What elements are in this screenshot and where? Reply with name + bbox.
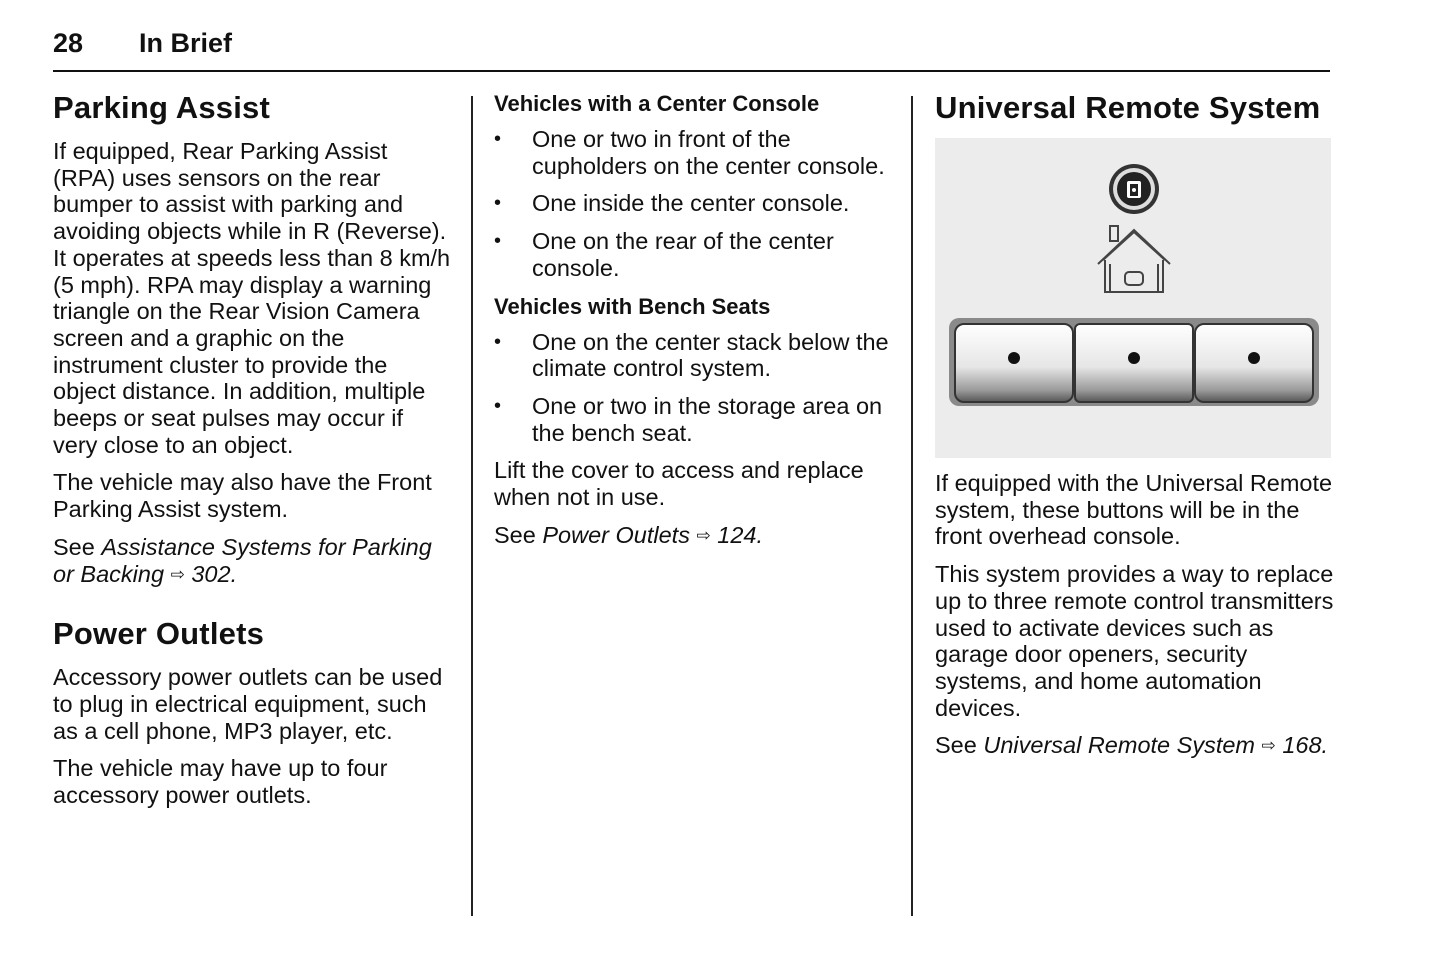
universal-remote-illustration	[935, 138, 1331, 458]
bullet-icon: •	[494, 330, 502, 353]
list-item: • One on the rear of the center console.	[494, 228, 834, 281]
column-divider-1	[471, 96, 473, 916]
power-outlets-reference: See Power Outlets ⇨ 124.	[494, 521, 764, 548]
universal-remote-reference: See Universal Remote System ⇨ 168.	[935, 732, 1329, 759]
list-item: • One or two in front of the cupholders on the center console.	[494, 126, 885, 179]
universal-remote-paragraph-1: If equipped with the Universal Remote system, these buttons will be in the front overhead console.	[935, 470, 1333, 550]
list-item: • One or two in the storage area on the bench seat.	[494, 392, 883, 446]
universal-remote-figure	[935, 138, 1331, 458]
power-outlets-reference-page[interactable]: 124	[717, 521, 757, 548]
parking-assist-paragraph-1: If equipped, Rear Parking Assist (RPA) uses sensors on the rear bumper to assist with parking and avoiding objects while in R (Reverse). It operates at speeds less than 8 km/h (5 mph). RPA may display a warning triangle on the Rear Vision Camera screen and a graphic on the instrument cluster to provide the object distance. In addition, multiple beeps or seat pulses may occur if very close to an object.	[53, 138, 451, 458]
parking-assist-paragraph-2: The vehicle may also have the Front Parking Assist system.	[53, 469, 432, 523]
parking-assist-heading: Parking Assist	[53, 90, 271, 125]
remote-button-1[interactable]	[955, 324, 1073, 402]
lift-cover-paragraph: Lift the cover to access and replace when not in use.	[494, 457, 864, 511]
section-title: In Brief	[139, 28, 233, 58]
bullet-icon: •	[494, 230, 502, 253]
indicator-light-icon	[1109, 164, 1159, 214]
universal-remote-heading: Universal Remote System	[935, 90, 1321, 125]
page-arrow-icon: ⇨	[1261, 736, 1276, 756]
column-right	[935, 90, 1335, 773]
bullet-icon: •	[494, 192, 502, 215]
column-middle	[494, 90, 894, 562]
remote-button-2[interactable]	[1075, 324, 1193, 402]
list-item: • One inside the center console.	[494, 190, 850, 217]
page-header	[53, 24, 1330, 72]
column-left	[53, 90, 453, 820]
center-console-list	[494, 126, 894, 282]
page-number: 28	[53, 28, 84, 58]
power-outlets-heading: Power Outlets	[53, 616, 265, 652]
header-rule	[53, 70, 1330, 72]
center-console-heading: Vehicles with a Center Console	[494, 91, 820, 116]
universal-remote-reference-link[interactable]: Universal Remote System	[983, 732, 1255, 759]
see-label: See	[53, 533, 95, 560]
see-label: See	[494, 521, 536, 548]
garage-home-icon	[1098, 226, 1170, 292]
list-item: • One on the center stack below the climate control system.	[494, 328, 889, 382]
parking-reference-link[interactable]: Assistance Systems for Parking or Backing	[53, 533, 432, 587]
page-arrow-icon: ⇨	[696, 525, 711, 545]
bullet-icon: •	[494, 394, 502, 417]
power-outlets-paragraph-2: The vehicle may have up to four accessory power outlets.	[53, 755, 388, 809]
power-outlets-paragraph-1: Accessory power outlets can be used to plug in electrical equipment, such as a cell phone, MP3 player, etc.	[53, 664, 443, 744]
bench-seats-heading: Vehicles with Bench Seats	[494, 293, 771, 319]
bullet-icon: •	[494, 128, 502, 150]
universal-remote-paragraph-2: This system provides a way to replace up to three remote control transmitters used to activate devices such as garage door openers, security systems, and home automation devices.	[935, 561, 1334, 721]
parking-assist-reference: See Assistance Systems for Parking or Backing ⇨ 302.	[53, 533, 432, 587]
column-divider-2	[911, 96, 913, 916]
bench-seats-list	[494, 329, 894, 447]
page-arrow-icon: ⇨	[170, 564, 185, 584]
power-outlets-reference-link[interactable]: Power Outlets	[542, 521, 690, 548]
see-label: See	[935, 732, 977, 759]
universal-remote-reference-page[interactable]: 168	[1282, 732, 1322, 759]
remote-button-3[interactable]	[1195, 324, 1313, 402]
parking-reference-page[interactable]: 302	[191, 560, 231, 587]
